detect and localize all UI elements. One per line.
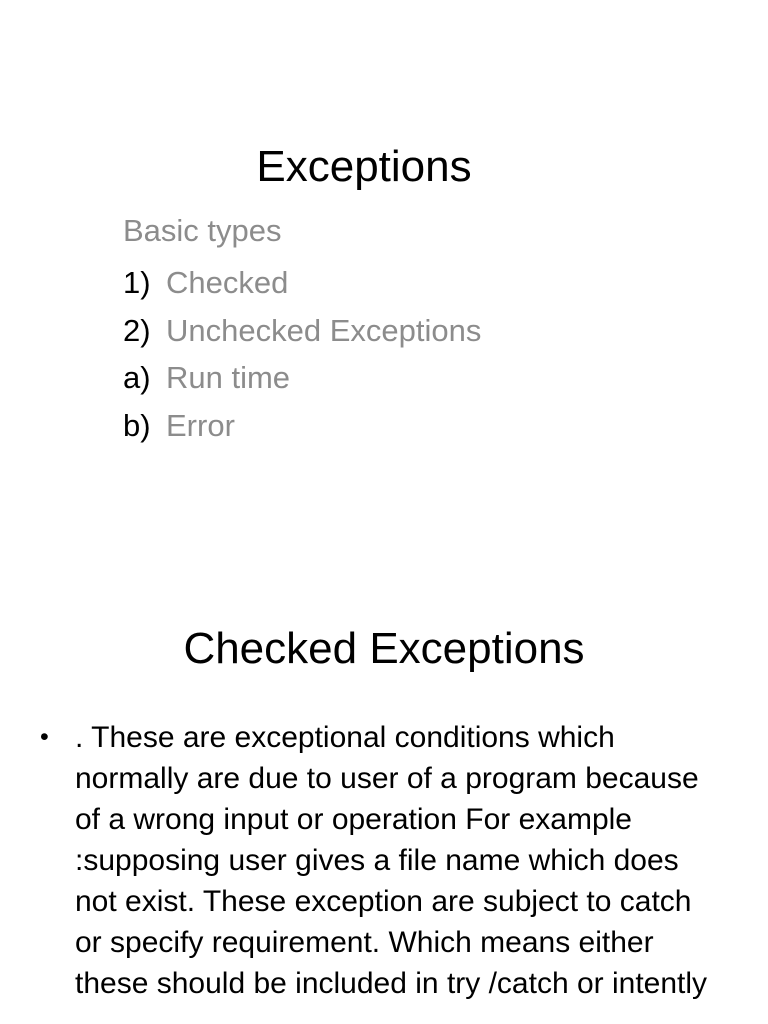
list-item-text: Run time [166, 360, 291, 395]
list-item-text: Error [166, 407, 235, 443]
exception-types-list [123, 259, 481, 449]
list-marker: b) [123, 407, 151, 443]
bullet-icon: • [40, 723, 49, 751]
list-marker: a) [123, 360, 151, 395]
slide-subtitle: Basic types [123, 213, 282, 248]
list-item [123, 307, 481, 355]
slide-title: Exceptions [256, 142, 472, 191]
list-marker: 2) [123, 312, 151, 348]
list-marker: 1) [123, 265, 151, 300]
slide-title: Checked Exceptions [183, 624, 585, 673]
list-item [123, 259, 481, 307]
list-item-text: Unchecked Exceptions [166, 312, 482, 348]
slide-checked-exceptions [0, 576, 768, 1024]
list-item [123, 354, 481, 402]
bullet-text: . These are exceptional conditions which normally are due to user of a program because of a wrong input or operation For example :supposing user gives a file name which does not exist. These exception are subject to catch or specify requirement. Which means either these should be included in try /catch or intently [75, 721, 708, 1000]
list-item-text: Checked [166, 265, 289, 300]
list-item [123, 402, 481, 450]
